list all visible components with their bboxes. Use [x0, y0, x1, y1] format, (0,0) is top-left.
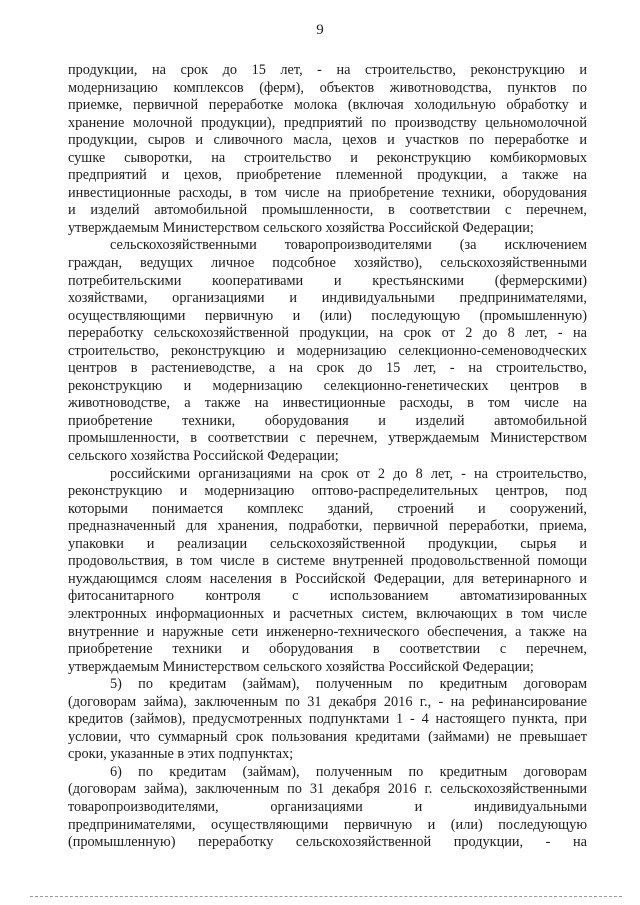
text-line: животноводстве, а также на инвестиционные расходы, в том числе на: [68, 395, 587, 412]
text-line: модернизацию комплексов (ферм), объектов животноводства, пунктов по: [68, 79, 587, 96]
text-line: российскими организациями на срок от 2 до 8 лет, - на строительство,: [110, 465, 587, 482]
text-line: приобретение техники, оборудования и изделий автомобильной: [68, 412, 587, 429]
text-line: потребительскими кооперативами и крестьянскими (фермерскими): [68, 272, 587, 289]
text-line: 6) по кредитам (займам), полученным по кредитным договорам: [110, 763, 587, 780]
text-line: продовольствия, в том числе в системе внутренней продовольственной помощи: [68, 553, 587, 570]
text-line: промышленности, в соответствии с перечнем, утверждаемым Министерством: [68, 430, 587, 447]
text-line: сельского хозяйства Российской Федерации;: [68, 448, 339, 465]
text-line: условии, что суммарный срок пользования кредитами (займами) не превышает: [68, 728, 587, 745]
text-line: упаковки и реализации сельскохозяйственной продукции, сырья и: [68, 535, 587, 552]
text-line: 5) по кредитам (займам), полученным по кредитным договорам: [110, 676, 587, 693]
text-line: (договорам займа), заключенным по 31 декабря 2016 г. сельскохозяйственными: [68, 781, 587, 798]
text-line: продукции, на срок до 15 лет, - на строительство, реконструкцию и: [68, 62, 587, 78]
text-line: хранение молочной продукции), предприятий по производству цельномолочной: [68, 114, 587, 131]
text-line: центров в растениеводстве, а на срок до 15 лет, - на строительство,: [68, 360, 587, 377]
text-line: сельскохозяйственными товаропроизводителями (за исключением: [110, 237, 587, 254]
text-line: внутренние и наружные сети инженерно-технического обеспечения, а также на: [68, 623, 587, 640]
text-line: утверждаемым Министерством сельского хозяйства Российской Федерации;: [68, 219, 534, 236]
text-line: реконструкцию и модернизацию оптово-распределительных центров, под: [68, 483, 587, 500]
text-line: строительство, реконструкцию и модернизацию селекционно-семеноводческих: [68, 342, 587, 359]
text-line: продукции, сыров и сливочного масла, цехов и участков по переработке и: [68, 132, 587, 149]
text-line: (промышленную) переработку сельскохозяйственной продукции, - на: [68, 834, 587, 851]
text-line: осуществляющими первичную и (или) последующую (промышленную): [68, 307, 587, 324]
text-line: сроки, указанные в этих подпунктах;: [68, 746, 294, 763]
text-line: инвестиционные расходы, в том числе на приобретение техники, оборудования: [68, 184, 587, 201]
text-line: реконструкцию и модернизацию селекционно-генетических центров в: [68, 377, 587, 394]
scan-edge-line: [30, 896, 622, 897]
text-line: предназначенный для хранения, подработки, первичной переработки, приема,: [68, 518, 587, 535]
text-line: хозяйствами, организациями и индивидуальными предпринимателями,: [68, 290, 587, 307]
text-line: фитосанитарного контроля с использованием автоматизированных: [68, 588, 587, 605]
text-line: которыми понимается комплекс зданий, строений и сооружений,: [68, 500, 587, 517]
text-line: приобретение техники и оборудования в соответствии с перечнем,: [68, 641, 587, 658]
text-line: приемке, первичной переработке молока (включая холодильную обработку и: [68, 97, 587, 114]
text-line: сушке сыворотки, на строительство и реконструкцию комбикормовых: [68, 149, 587, 166]
text-line: предпринимателями, осуществляющими первичную и (или) последующую: [68, 816, 587, 833]
text-line: граждан, ведущих личное подсобное хозяйство), сельскохозяйственными: [68, 255, 587, 272]
text-line: товаропроизводителями, организациями и индивидуальными: [68, 798, 587, 815]
text-line: и изделий автомобильной промышленности, в соответствии с перечнем,: [68, 202, 587, 219]
page-number: 9: [316, 22, 324, 38]
body-text: [68, 62, 587, 852]
text-line: электронных информационных и расчетных систем, включающих в том числе: [68, 605, 587, 622]
text-line: (договорам займа), заключенным по 31 декабря 2016 г., - на рефинансирование: [68, 693, 587, 710]
text-line: предприятий и цехов, приобретение племенной продукции, а также на: [68, 167, 587, 184]
text-line: кредитов (займов), предусмотренных подпунктами 1 - 4 настоящего пункта, при: [68, 711, 587, 728]
text-line: утверждаемым Министерством сельского хозяйства Российской Федерации;: [68, 658, 534, 675]
text-line: переработку сельскохозяйственной продукции, на срок от 2 до 8 лет, - на: [68, 325, 587, 342]
text-line: нуждающимся слоям населения в Российской Федерации, для ветеринарного и: [68, 570, 587, 587]
